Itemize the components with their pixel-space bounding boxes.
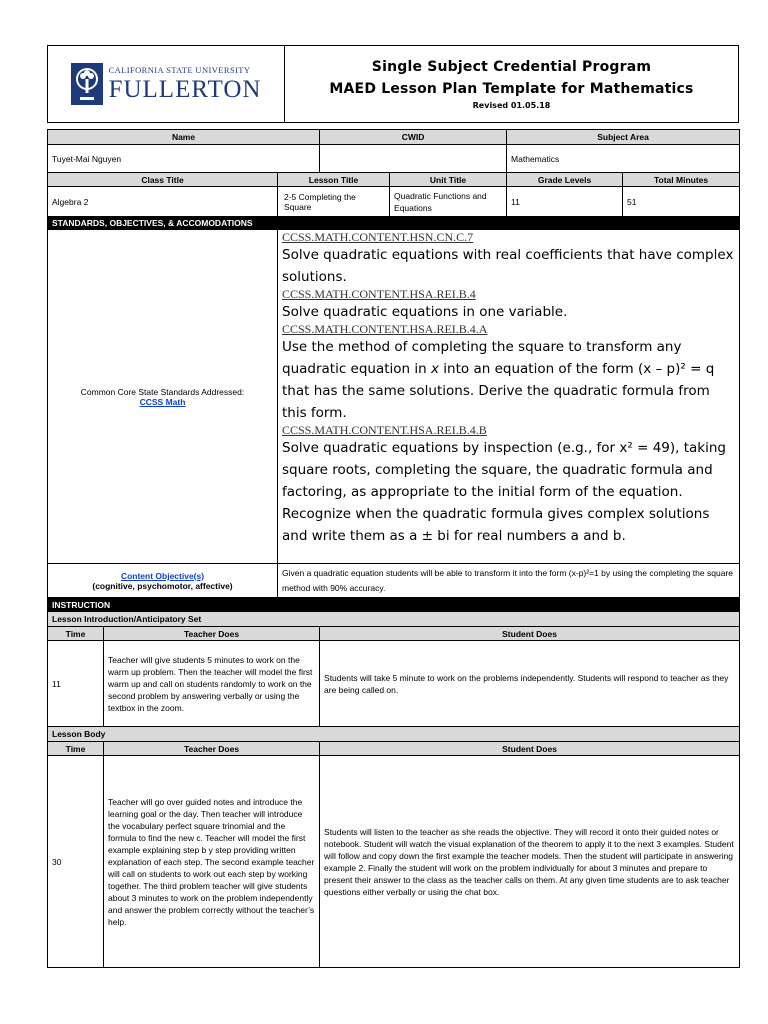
intro-student-does[interactable]: Students will take 5 minute to work on the problems independently. Students will respond to teacher as they are being called on. [320, 641, 740, 727]
body-teacher-does[interactable]: Teacher will go over guided notes and introduce the learning goal or the day. Then teacher will introduce the vocabulary perfect square trinomial and the formula to find the new c. Teacher will model the first example explaining step b y step providing written explanation of each step. The second example teacher will call on students to work out each step by working together. The third problem teacher will give students about 3 minutes to work on the problem independently and answer the problem correctly without the teacher’s help. [104, 756, 320, 968]
lesson-title-header: Lesson Title [278, 173, 390, 187]
subject-area-header: Subject Area [507, 130, 740, 145]
cwid-header: CWID [320, 130, 507, 145]
cwid-value[interactable] [320, 145, 507, 173]
ccss-label-cell [48, 230, 278, 564]
intro-section-label: Lesson Introduction/Anticipatory Set [48, 612, 740, 627]
university-name-top: CALIFORNIA STATE UNIVERSITY [108, 65, 251, 76]
ccss-math-link[interactable]: CCSS Math [139, 396, 186, 407]
content-objective-link[interactable]: Content Objective(s) [120, 570, 205, 581]
name-value[interactable]: Tuyet-Mai Nguyen [48, 145, 320, 173]
standard-text-3 [282, 336, 735, 424]
body-time-value[interactable]: 30 [48, 756, 104, 968]
standard-text-3-var: x [431, 361, 440, 377]
grade-levels-value[interactable]: 11 [507, 187, 623, 217]
body-teacher-header: Teacher Does [104, 742, 320, 756]
body-time-header: Time [48, 742, 104, 756]
unit-title-value[interactable]: Quadratic Functions and Equations [390, 187, 507, 217]
objective-text[interactable]: Given a quadratic equation students will be able to transform it into the form (x-p)²=1 by using the completing the square method with 90% accuracy. [278, 564, 740, 598]
standards-list [278, 230, 740, 564]
body-student-header: Student Does [320, 742, 740, 756]
total-minutes-header: Total Minutes [623, 173, 740, 187]
document-header [47, 45, 739, 123]
standard-text-3-part-d: (x – p)² = q that has the same solutions. Derive the quadratic formula from this form. [282, 361, 715, 421]
template-title: MAED Lesson Plan Template for Mathematics [329, 80, 694, 97]
intro-teacher-header: Teacher Does [104, 627, 320, 641]
program-title: Single Subject Credential Program [371, 58, 652, 75]
instruction-section-header: INSTRUCTION [48, 598, 740, 612]
revised-date: Revised 01.05.18 [472, 100, 551, 110]
name-header: Name [48, 130, 320, 145]
university-name-big: FULLERTON [108, 75, 262, 103]
class-title-header: Class Title [48, 173, 278, 187]
standard-text-2: Solve quadratic equations in one variable. [282, 304, 568, 320]
body-student-does[interactable]: Students will listen to the teacher as she reads the objective. They will record it onto their guided notes or notebook. Student will watch the visual explanation of the theorem to apply it to the next 3 examples. Student will follow and copy down the first example the teacher models. Then the student will participate in answering example 2. Finally the student will work on the problem individually for about 3 minutes and prepare to present their answer to the class as the teacher calls on them. At any given time students are to ask teacher questions either verbally or using the chat box. [320, 756, 740, 968]
intro-time-header: Time [48, 627, 104, 641]
ccss-label: Common Core State Standards Addressed: [80, 386, 245, 397]
class-title-value[interactable]: Algebra 2 [48, 187, 278, 217]
unit-title-header: Unit Title [390, 173, 507, 187]
standards-section-header: STANDARDS, OBJECTIVES, & ACCOMODATIONS [48, 217, 740, 230]
standard-code-4[interactable]: CCSS.MATH.CONTENT.HSA.REI.B.4.B [282, 423, 487, 437]
standard-text-1: Solve quadratic equations with real coefficients that have complex solutions. [282, 247, 734, 285]
university-logo [71, 63, 262, 105]
standard-text-3-part-a: Use the method of completing the square to transform any quadratic equation in [282, 339, 682, 377]
standard-text-4: Solve quadratic equations by inspection (e.g., for x² = 49), taking square roots, completing the square, the quadratic formula and factoring, as appropriate to the initial form of the equation. Recognize when the quadratic formula gives complex solutions and write them as a ± bi for real numbers a and b. [282, 440, 726, 544]
lesson-plan-table [47, 129, 740, 968]
standard-code-1[interactable]: CCSS.MATH.CONTENT.HSN.CN.C.7 [282, 230, 474, 244]
standard-code-3[interactable]: CCSS.MATH.CONTENT.HSA.REI.B.4.A [282, 322, 488, 336]
total-minutes-value[interactable]: 51 [623, 187, 740, 217]
objective-subtitle: (cognitive, psychomotor, affective) [92, 580, 233, 591]
university-logo-cell [48, 46, 285, 122]
objective-label-cell [48, 564, 278, 598]
intro-student-header: Student Does [320, 627, 740, 641]
program-title-block [285, 46, 738, 122]
intro-teacher-does[interactable]: Teacher will give students 5 minutes to work on the warm up problem. Then the teacher will model the first warm up and call on students randomly to work on the second problem by answering verbally or using the textbox in the zoom. [104, 641, 320, 727]
intro-time-value[interactable]: 11 [48, 641, 104, 727]
lesson-title-value[interactable]: 2-5 Completing the Square [278, 187, 390, 217]
standard-code-2[interactable]: CCSS.MATH.CONTENT.HSA.REI.B.4 [282, 287, 476, 301]
grade-levels-header: Grade Levels [507, 173, 623, 187]
tree-seal-icon [71, 63, 103, 105]
standard-text-3-part-c: into an equation of the form [439, 361, 634, 377]
body-section-label: Lesson Body [48, 727, 740, 742]
subject-area-value[interactable]: Mathematics [507, 145, 740, 173]
